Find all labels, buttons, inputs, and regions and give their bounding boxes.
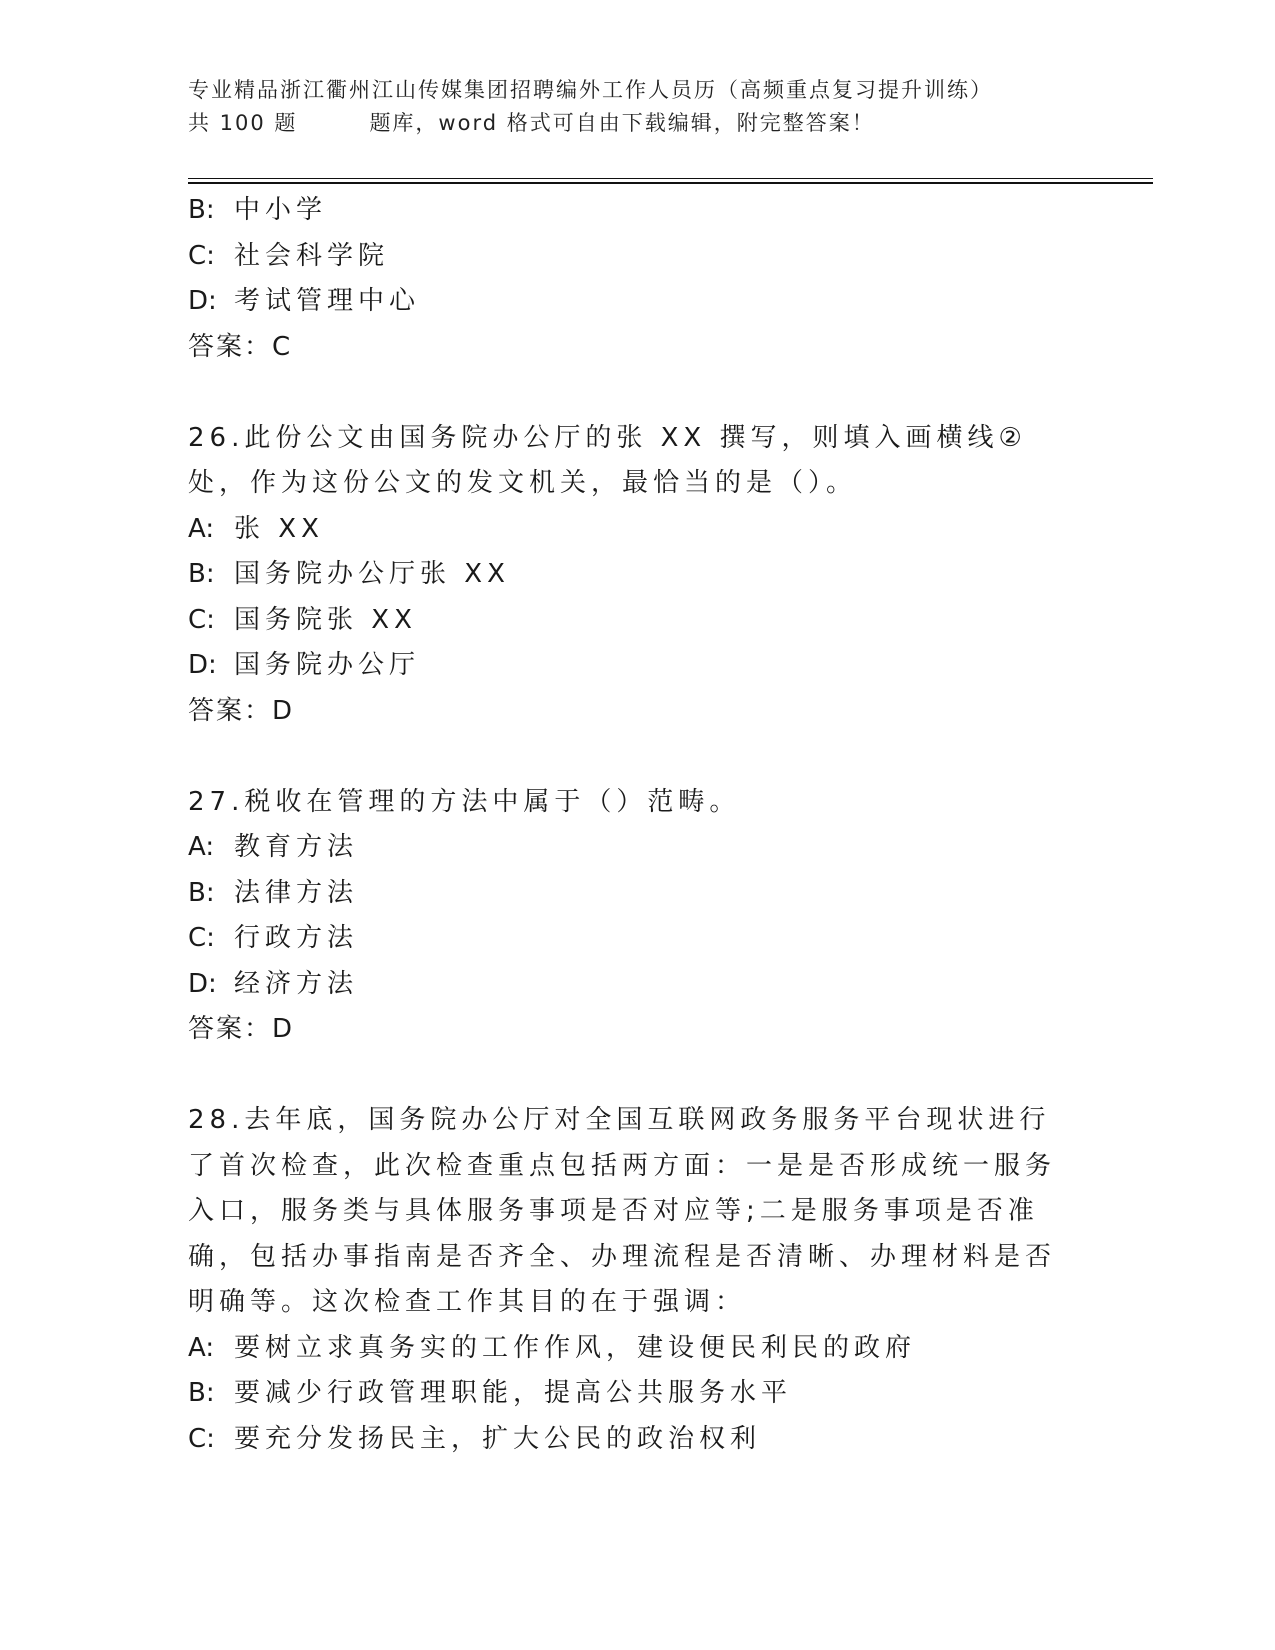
header-question-count: 共 100 题 [188,111,298,135]
header-description: 题库，word 格式可自由下载编辑，附完整答案！ [369,111,875,135]
option-b: B: 要减少行政管理职能，提高公共服务水平 [188,1378,793,1408]
option-a: A: 张 XX [188,513,324,544]
answer-line: 答案：D [188,1014,295,1044]
option-c: C: 行政方法 [188,923,359,953]
option-a: A: 要树立求真务实的工作作风，建设便民利民的政府 [188,1332,917,1363]
option-a: A: 教育方法 [188,832,359,862]
header-divider-top [188,178,1153,179]
question-stem: 27.税收在管理的方法中属于（）范畴。 [188,786,741,817]
header-divider-bottom [188,182,1153,184]
option-c: C: 社会科学院 [188,240,390,271]
option-c: C: 国务院张 XX [188,604,417,635]
question-25-continued [188,188,1088,370]
question-26 [188,416,1088,735]
option-b: B: 法律方法 [188,877,359,908]
question-27 [188,780,1088,1053]
option-d: D: 国务院办公厅 [188,650,421,680]
option-b: B: 中小学 [188,195,328,225]
answer-line: 答案：D [188,695,295,726]
header-title: 专业精品浙江衢州江山传媒集团招聘编外工作人员历（高频重点复习提升训练） [188,78,993,102]
question-stem: 28.去年底，国务院办公厅对全国互联网政务服务平台现状进行了首次检查，此次检查重点包括两方面：一是是否形成统一服务入口，服务类与具体服务事项是否对应等;二是服务事项是否准确，包括办事指南是否齐全、办理流程是否清晰、办理材料是否明确等。这次检查工作其目的在于强调： [188,1105,1057,1317]
question-28 [188,1098,1088,1462]
option-d: D: 考试管理中心 [188,286,421,316]
answer-line: 答案：C [188,331,293,362]
header-subtitle [188,107,1088,140]
option-d: D: 经济方法 [188,968,359,999]
document-body [188,188,1088,1462]
option-c: C: 要充分发扬民主，扩大公民的政治权利 [188,1423,762,1454]
option-b: B: 国务院办公厅张 XX [188,559,510,589]
question-stem: 26.此份公文由国务院办公厅的张 XX 撰写，则填入画横线②处，作为这份公文的发文机关，最恰当的是（）。 [188,422,1027,498]
document-header [188,74,1088,140]
